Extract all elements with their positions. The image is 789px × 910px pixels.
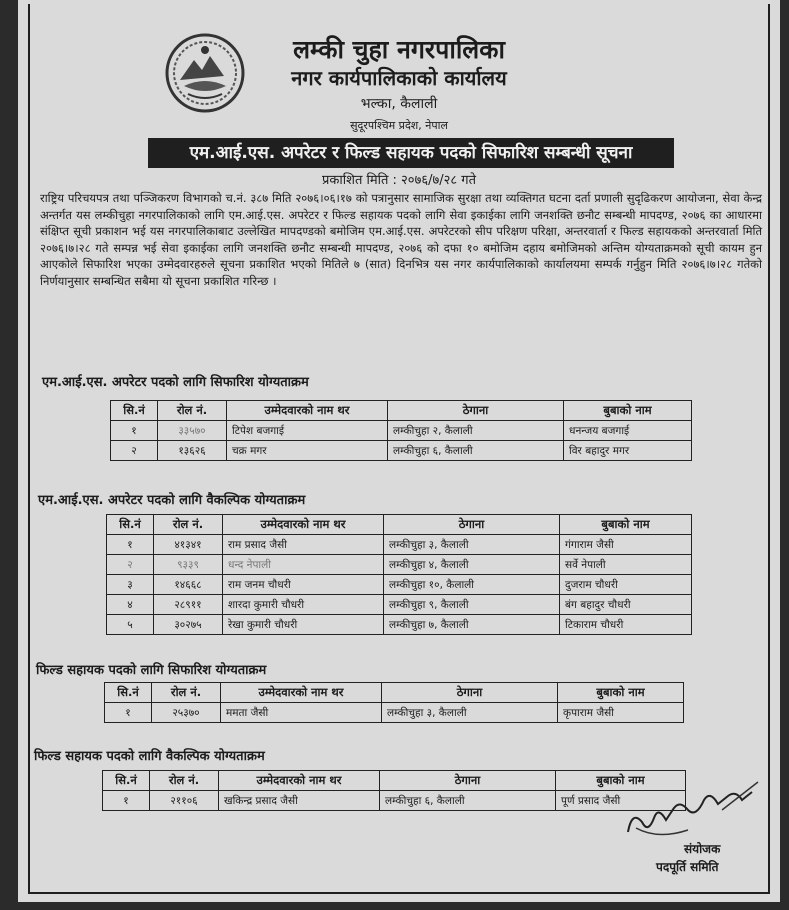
cell-roll: ४१३४१ xyxy=(154,535,223,555)
cell-roll: ३०२७५ xyxy=(154,615,223,635)
table-row xyxy=(107,575,692,595)
col-roll: रोल नं. xyxy=(152,683,221,703)
table-header-row xyxy=(103,771,686,791)
notice-paper xyxy=(18,0,780,902)
section-title: फिल्ड सहायक पदको लागि सिफारिश योग्यताक्रम xyxy=(36,663,267,678)
cell-name: शारदा कुमारी चौधरी xyxy=(223,595,384,615)
cell-sn: २ xyxy=(111,441,158,461)
office-name: नगर कार्यपालिकाको कार्यालय xyxy=(291,66,507,90)
cell-father: पूर्ण प्रसाद जैसी xyxy=(556,791,686,811)
province-name: सुदूरपश्चिम प्रदेश, नेपाल xyxy=(350,119,448,132)
cell-name: ममता जैसी xyxy=(221,703,382,723)
cell-roll: २५३७० xyxy=(152,703,221,723)
org-name: लम्की चुहा नगरपालिका xyxy=(293,35,505,64)
cell-father: सर्वे नेपाली xyxy=(560,555,692,575)
field-alternate-table xyxy=(102,770,686,811)
col-father: बुबाको नाम xyxy=(558,683,684,703)
cell-address: लम्कीचुहा ९, कैलाली xyxy=(384,595,560,615)
cell-father: गंगाराम जैसी xyxy=(560,535,692,555)
cell-sn: ३ xyxy=(107,575,154,595)
cell-address: लम्कीचुहा २, कैलाली xyxy=(388,421,564,441)
section-title: एम.आई.एस. अपरेटर पदको लागि वैकल्पिक योग्यताक्रम xyxy=(38,493,306,508)
col-sn: सि.नं xyxy=(107,515,154,535)
table-row xyxy=(111,421,692,441)
col-name: उम्मेदवारको नाम थर xyxy=(221,683,382,703)
table-header-row xyxy=(107,515,692,535)
cell-sn: २ xyxy=(107,555,154,575)
col-father: बुबाको नाम xyxy=(564,401,692,421)
notice-title: एम.आई.एस. अपरेटर र फिल्ड सहायक पदको सिफारिश सम्बन्धी सूचना xyxy=(148,138,674,168)
cell-sn: १ xyxy=(107,535,154,555)
cell-roll: २११०६ xyxy=(150,791,219,811)
cell-roll: १४६६८ xyxy=(154,575,223,595)
table-row xyxy=(107,595,692,615)
published-date: प्रकाशित मिति : २०७६/७/२८ गते xyxy=(321,173,476,188)
office-location: भल्का, कैलाली xyxy=(360,96,438,112)
col-address: ठेगाना xyxy=(384,515,560,535)
table-row xyxy=(107,615,692,635)
signature-scribble-icon xyxy=(618,770,768,850)
table-header-row xyxy=(111,401,692,421)
cell-father: विर बहादुर मगर xyxy=(564,441,692,461)
table-header-row xyxy=(105,683,684,703)
cell-father: कृपाराम जैसी xyxy=(558,703,684,723)
cell-name: खकिन्द्र प्रसाद जैसी xyxy=(219,791,380,811)
signatory-role: संयोजक xyxy=(684,842,721,856)
col-father: बुबाको नाम xyxy=(556,771,686,791)
table-row xyxy=(107,555,692,575)
table-row xyxy=(105,703,684,723)
col-name: उम्मेदवारको नाम थर xyxy=(219,771,380,791)
col-roll: रोल नं. xyxy=(154,515,223,535)
col-address: ठेगाना xyxy=(382,683,558,703)
table-row xyxy=(107,535,692,555)
col-address: ठेगाना xyxy=(380,771,556,791)
cell-address: लम्कीचुहा ६, कैलाली xyxy=(388,441,564,461)
cell-address: लम्कीचुहा ४, कैलाली xyxy=(384,555,560,575)
cell-father: दुजराम चौधरी xyxy=(560,575,692,595)
col-roll: रोल नं. xyxy=(150,771,219,791)
cell-roll: ९३३९ xyxy=(154,555,223,575)
table-row xyxy=(103,791,686,811)
col-sn: सि.नं xyxy=(111,401,158,421)
cell-sn: ५ xyxy=(107,615,154,635)
mis-recommended-table xyxy=(110,400,692,461)
col-name: उम्मेदवारको नाम थर xyxy=(223,515,384,535)
section-title: फिल्ड सहायक पदको लागि वैकल्पिक योग्यताक्रम xyxy=(34,749,265,764)
notice-body: राष्ट्रिय परिचयपत्र तथा पञ्जिकरण विभागको च.नं. ३८७ मिति २०७६।०६।१७ को पत्रानुसार सामाजिक सुरक्षा तथा व्यक्तिगत घटना दर्ता प्रणाली सुदृढिकरण आयोजना, सेवा केन्द्र अन्तर्गत यस लम्कीचुहा नगरपालिकाको लागि एम.आई.एस. अपरेटर र फिल्ड सहायक पदको लागि सेवा इकाईका लागि जनशक्ति छनौट सम्बन्धी मापदण्ड, २०७६ का आधारमा संक्षिप्त सूची प्रकाशन भई यस नगरपालिकाबाट उल्लेखित मापदण्डको बमोजिम एम.आई.एस. अपरेटरको सीप परिक्षण परिक्षा, अन्तरवार्ता र फिल्ड सहायकको अन्तरवार्ता मिति २०७६।७।२८ गते सम्पन्न भई सेवा इकाईका लागि जनशक्ति छनौट सम्बन्धी मापदण्ड, २०७६ को दफा १० बमोजिम दहाय बमोजिमको अन्तिम योग्यताक्रमको सूची कायम हुन आएकोले सिफारिश भएका उम्मेदवारहरुले सूचना प्रकाशित भएको मितिले ७ (सात) दिनभित्र यस नगर कार्यपालिकाको कार्यालयमा सम्पर्क गर्नुहुन मिति २०७६।७।२८ गतेको निर्णयानुसार सम्बन्धित सबैमा यो सूचना प्रकाशित गरिन्छ । xyxy=(40,191,762,288)
cell-sn: १ xyxy=(103,791,150,811)
table-row xyxy=(111,441,692,461)
cell-sn: ४ xyxy=(107,595,154,615)
cell-roll: २८९११ xyxy=(154,595,223,615)
cell-name: राम प्रसाद जैसी xyxy=(223,535,384,555)
col-roll: रोल नं. xyxy=(158,401,227,421)
cell-address: लम्कीचुहा १०, कैलाली xyxy=(384,575,560,595)
cell-roll: १३६२६ xyxy=(158,441,227,461)
cell-address: लम्कीचुहा ६, कैलाली xyxy=(380,791,556,811)
mis-alternate-table xyxy=(106,514,692,635)
cell-name: चक्र मगर xyxy=(227,441,388,461)
cell-address: लम्कीचुहा ७, कैलाली xyxy=(384,615,560,635)
cell-address: लम्कीचुहा ३, कैलाली xyxy=(384,535,560,555)
cell-father: बंग बहादुर चौधरी xyxy=(560,595,692,615)
col-sn: सि.नं xyxy=(103,771,150,791)
cell-name: रेखा कुमारी चौधरी xyxy=(223,615,384,635)
col-sn: सि.नं xyxy=(105,683,152,703)
signatory-committee: पदपूर्ति समिति xyxy=(656,860,719,874)
field-recommended-table xyxy=(104,682,684,723)
cell-name: टिपेश बजगाई xyxy=(227,421,388,441)
cell-address: लम्कीचुहा ३, कैलाली xyxy=(382,703,558,723)
cell-sn: १ xyxy=(111,421,158,441)
cell-father: टिकाराम चौधरी xyxy=(560,615,692,635)
col-name: उम्मेदवारको नाम थर xyxy=(227,401,388,421)
col-father: बुबाको नाम xyxy=(560,515,692,535)
cell-name: धन्द नेपाली xyxy=(223,555,384,575)
section-title: एम.आई.एस. अपरेटर पदको लागि सिफारिश योग्यताक्रम xyxy=(42,375,309,390)
col-address: ठेगाना xyxy=(388,401,564,421)
cell-father: धनन्जय बजगाई xyxy=(564,421,692,441)
cell-name: राम जनम चौधरी xyxy=(223,575,384,595)
cell-roll: ३३५७० xyxy=(158,421,227,441)
cell-sn: १ xyxy=(105,703,152,723)
